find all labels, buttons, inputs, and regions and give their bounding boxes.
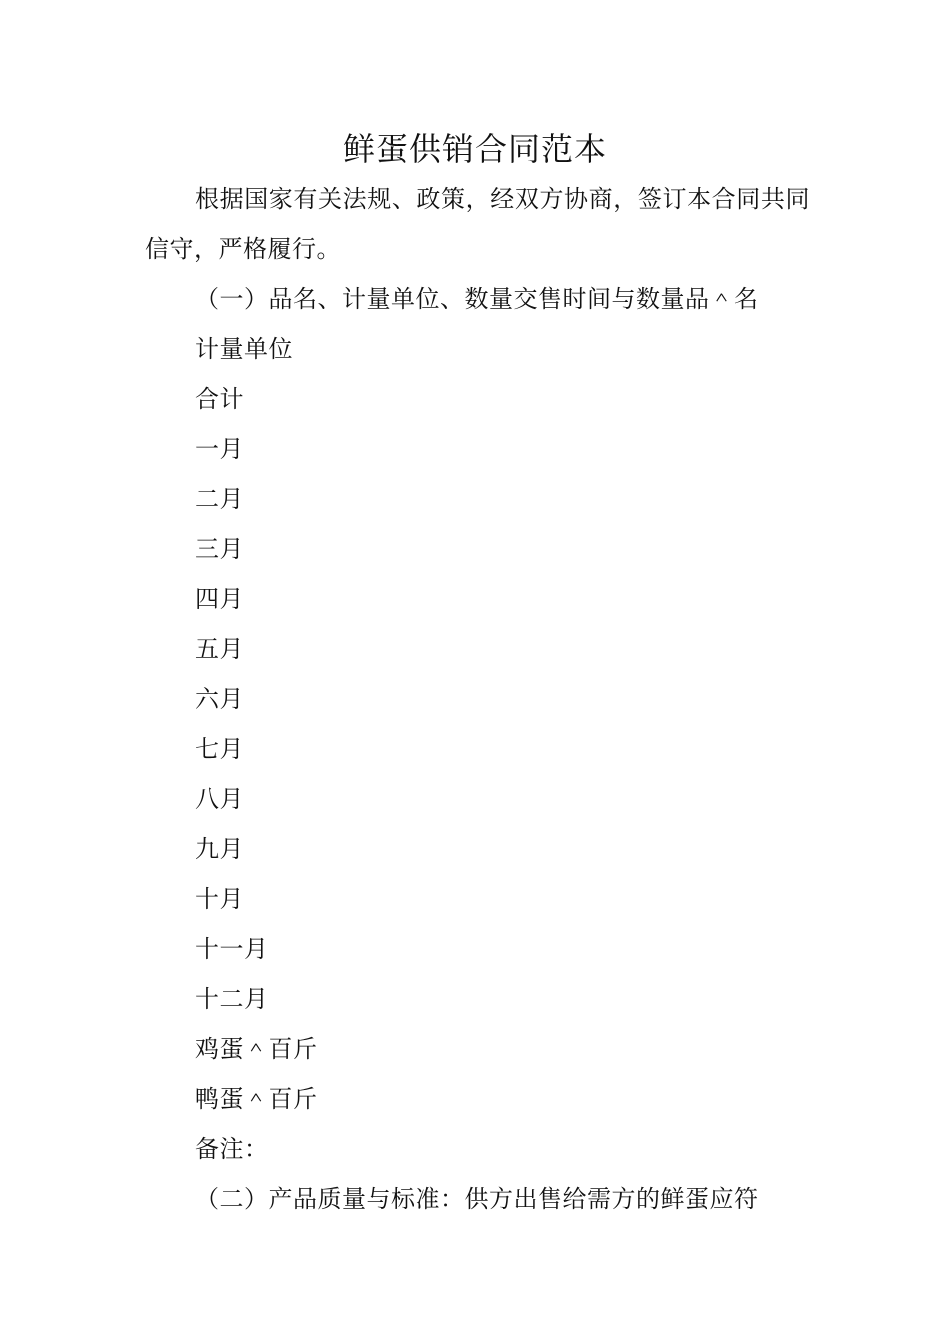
table-line-unit: 计量单位	[195, 335, 293, 363]
table-line-month-11: 十一月	[195, 935, 269, 963]
table-line-month-4: 四月	[195, 585, 244, 613]
table-line-month-12: 十二月	[195, 985, 269, 1013]
table-line-month-9: 九月	[195, 835, 244, 863]
table-line-month-7: 七月	[195, 735, 244, 763]
table-line-month-1: 一月	[195, 435, 244, 463]
table-line-month-10: 十月	[195, 885, 244, 913]
table-line-month-6: 六月	[195, 685, 244, 713]
table-line-month-2: 二月	[195, 485, 244, 513]
table-line-month-8: 八月	[195, 785, 244, 813]
document-body	[145, 174, 810, 1224]
table-line-total: 合计	[195, 385, 244, 413]
table-line-month-3: 三月	[195, 535, 244, 563]
table-line-chicken-eggs: 鸡蛋＾百斤	[195, 1035, 318, 1063]
section-2-heading: （二）产品质量与标准：供方出售给需方的鲜蛋应符	[195, 1185, 759, 1213]
intro-paragraph: 根据国家有关法规、政策，经双方协商，签订本合同共同信守，严格履行。	[145, 185, 810, 263]
table-line-duck-eggs: 鸭蛋＾百斤	[195, 1085, 318, 1113]
table-line-remarks: 备注：	[195, 1135, 269, 1163]
document-title: 鲜蛋供销合同范本	[342, 130, 607, 168]
section-1-heading: （一）品名、计量单位、数量交售时间与数量品＾名	[195, 285, 759, 313]
table-line-month-5: 五月	[195, 635, 244, 663]
